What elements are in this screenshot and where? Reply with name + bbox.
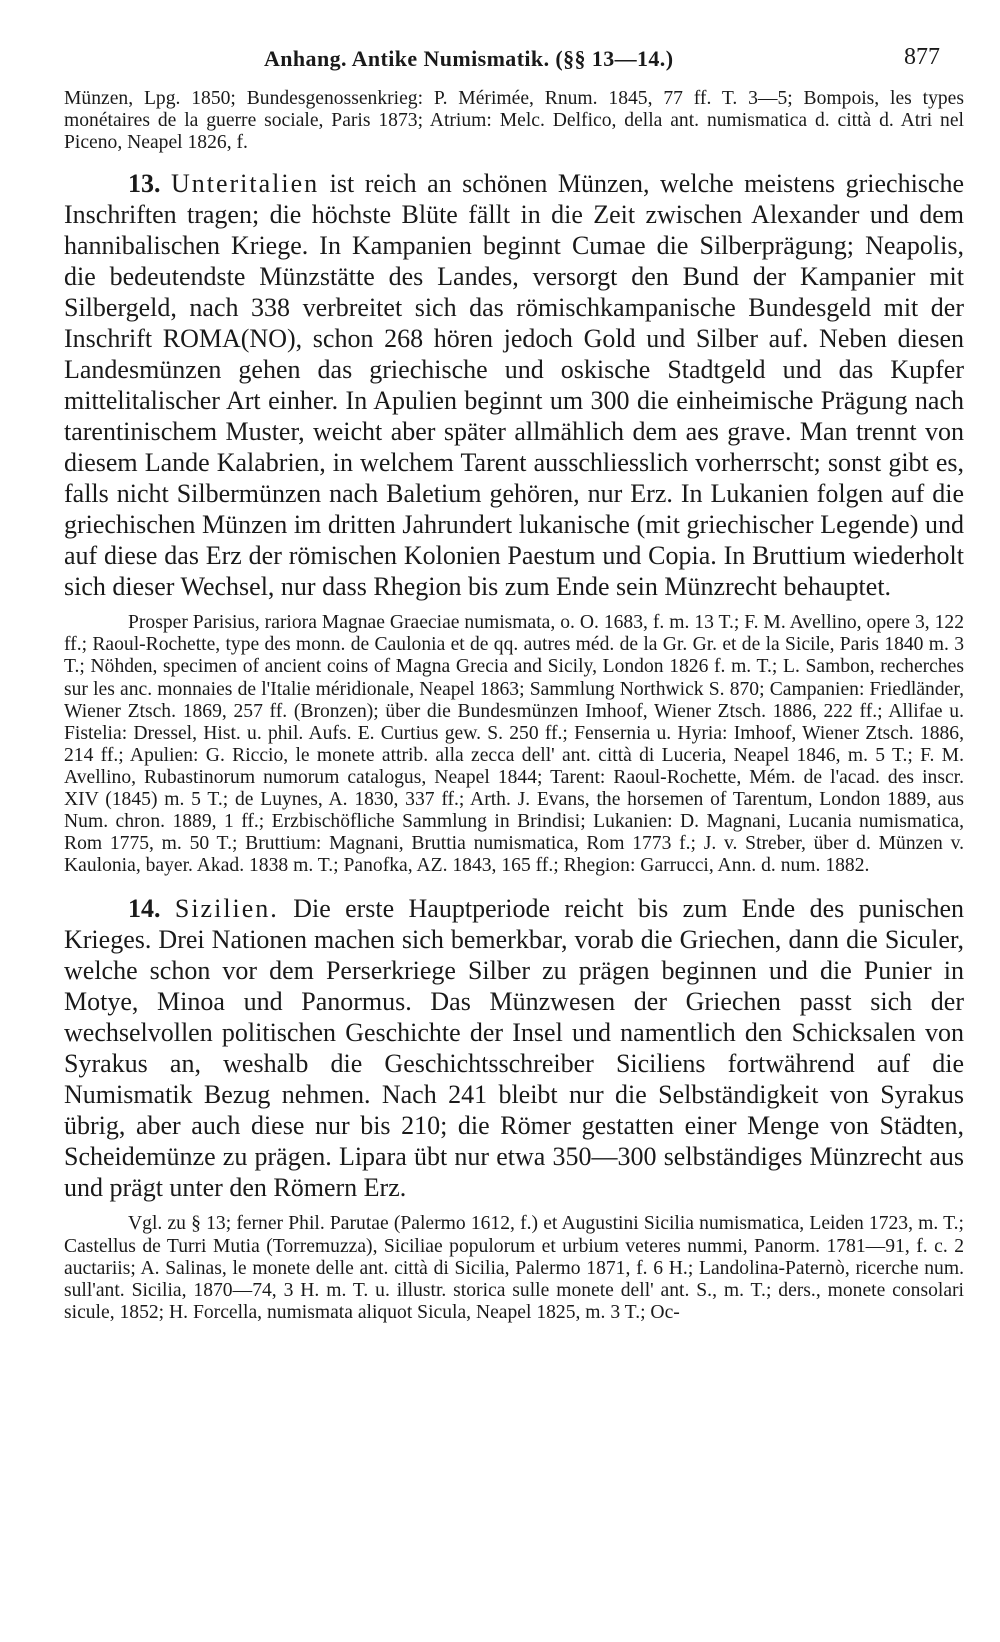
page-header	[64, 40, 964, 80]
section-14-heading: Sizilien.	[174, 894, 279, 924]
section-13-paragraph	[64, 168, 964, 602]
section-14-number: 14.	[128, 894, 161, 924]
running-title: Anhang. Antike Numismatik. (§§ 13—14.)	[264, 46, 674, 71]
section-14-text: Die erste Hauptperiode reicht bis zum Ende des punischen Krieges. Drei Nationen machen sich bemerkbar, vorab die Griechen, dann die Siculer, welche schon vor dem Perserkriege Silber zu prägen beginnen und die Punier in Motye, Minoa und Panormus. Das Münzwesen der Griechen passt sich der wechselvollen politischen Geschichte der Insel und namentlich den Schicksalen von Syrakus an, weshalb die Geschichtsschreiber Siciliens fortwährend auf die Numismatik Bezug nehmen. Nach 241 bleibt nur die Selbständigkeit von Syrakus übrig, aber auch diese nur bis 210; die Römer gestatten einer Menge von Städten, Scheidemünze zu prägen. Lipara übt nur etwa 350—300 selbständiges Münzrecht aus und prägt unter den Römern Erz.	[64, 894, 965, 1203]
literature-note-continued: Münzen, Lpg. 1850; Bundesgenossenkrieg: P. Mérimée, Rnum. 1845, 77 ff. T. 3—5; Bompois, les types monétaires de la guerre sociale, Paris 1873; Atrium: Melc. Delfico, della ant. numismatica d. città d. Atri nel Piceno, Neapel 1826, f.	[64, 88, 964, 154]
section-14-paragraph	[64, 893, 964, 1203]
section-13-text: ist reich an schönen Münzen, welche meistens griechische Inschriften tragen; die höchste Blüte fällt in die Zeit zwischen Alexander und dem hannibalischen Kriege. In Kampanien beginnt Cumae die Silberprägung; Neapolis, die bedeutendste Münzstätte des Landes, versorgt den Bund der Kampanier mit Silbergeld, nach 338 verbreitet sich das römischkampanische Bundesgeld mit der Inschrift ROMA(NO), schon 268 hören jedoch Gold und Silber auf. Neben diesen Landesmünzen gehen das griechische und oskische Stadtgeld und das Kupfer mittelitalischer Art einher. In Apulien beginnt um 300 die einheimische Prägung nach tarentinischem Muster, weicht aber später allmählich dem aes grave. Man trennt von diesem Lande Kalabrien, in welchem Tarent ausschliesslich vorherrscht; sonst gibt es, falls nicht Silbermünzen nach Baletium gehören, nur Erz. In Lukanien folgen auf die griechischen Münzen im dritten Jahrundert lukanische (mit griechischer Legende) und auf diese das Erz der römischen Kolonien Paestum und Copia. In Bruttium wiederholt sich dieser Wechsel, nur dass Rhegion bis zum Ende sein Münzrecht behauptet.	[64, 169, 964, 602]
page-number: 877	[904, 44, 940, 70]
section-13-literature: Prosper Parisius, rariora Magnae Graeciae numismata, o. O. 1683, f. m. 13 T.; F. M. Avellino, opere 3, 122 ff.; Raoul-Rochette, type des monn. de Caulonia et de qq. autres méd. de la Gr. Gr. et de la Sicile, Paris 1840 m. 3 T.; Nöhden, specimen of ancient coins of Magna Grecia and Sicily, London 1826 f. m. T.; L. Sambon, recherches sur les anc. monnaies de l'Italie méridionale, Neapel 1863; Sammlung Northwick S. 870; Campanien: Friedländer, Wiener Ztsch. 1869, 257 ff. (Bronzen); über die Bundesmünzen Imhoof, Wiener Ztsch. 1886, 222 ff.; Allifae u. Fistelia: Dressel, Hist. u. phil. Aufs. E. Curtius gew. S. 250 ff.; Fensernia u. Hyria: Imhoof, Wiener Ztsch. 1886, 214 ff.; Apulien: G. Riccio, le monete attrib. alla zecca dell' ant. città di Luceria, Neapel 1846, m. 5 T.; F. M. Avellino, Rubastinorum numorum catalogus, Neapel 1844; Tarent: Raoul-Rochette, Mém. de l'acad. des inscr. XIV (1845) m. 5 T.; de Luynes, A. 1830, 337 ff.; Arth. J. Evans, the horsemen of Tarentum, London 1889, aus Num. chron. 1889, 1 ff.; Erzbischöfliche Sammlung in Brindisi; Lukanien: D. Magnani, Lucania numismatica, Rom 1775, m. 50 T.; Bruttium: Magnani, Bruttia numismatica, Rom 1773 f.; J. v. Streber, über d. Münzen v. Kaulonia, bayer. Akad. 1838 m. T.; Panofka, AZ. 1843, 165 ff.; Rhegion: Garrucci, Ann. d. num. 1882.	[64, 612, 964, 877]
section-14-literature: Vgl. zu § 13; ferner Phil. Parutae (Palermo 1612, f.) et Augustini Sicilia numismatica, Leiden 1723, m. T.; Castellus de Turri Mutia (Torremuzza), Siciliae populorum et urbium veteres nummi, Panorm. 1781—91, f. c. 2 auctariis; A. Salinas, le monete delle ant. città di Sicilia, Palermo 1871, f. 6 H.; Landolina-Paternò, ricerche num. sull'ant. Sicilia, 1870—74, 3 H. m. T. u. illustr. storica sulle monete dell' ant. S., m. T.; ders., monete consolari sicule, 1852; H. Forcella, numismata aliquot Sicula, Neapel 1825, m. 3 T.; Oc-	[64, 1213, 964, 1323]
section-13-number: 13.	[128, 169, 161, 199]
section-13-heading: Unteritalien	[170, 169, 320, 199]
